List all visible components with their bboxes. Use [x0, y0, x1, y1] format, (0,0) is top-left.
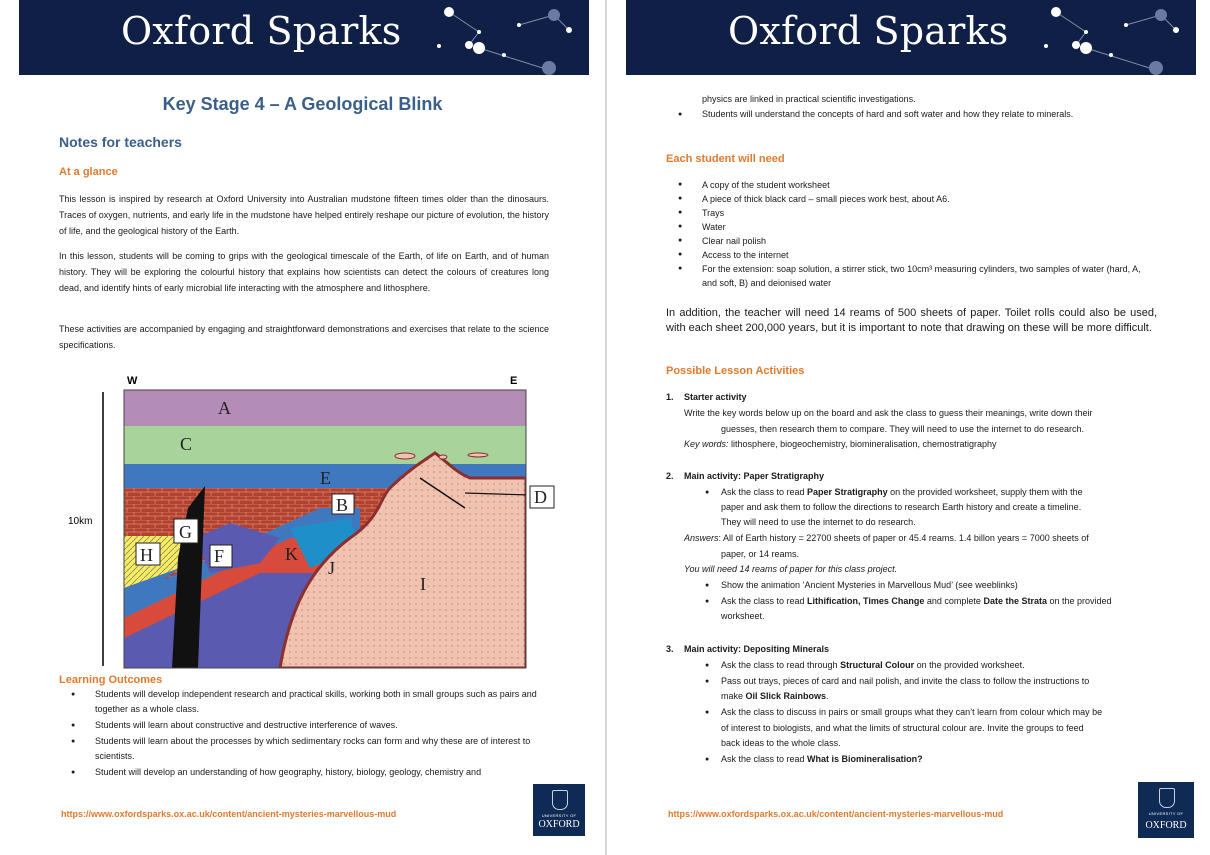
list-item: ● Students will understand the concepts of hard and soft water and how they relate to minerals.	[666, 107, 1166, 122]
west-label: W	[127, 375, 138, 387]
outcomes-heading: Learning Outcomes	[59, 674, 163, 686]
stratum-label-j: J	[328, 558, 336, 578]
paragraph-activities: These activities are accompanied by engaging and straightforward demonstrations and exercises that relate to the science specifications.	[59, 324, 549, 350]
list-item: ● Students will learn about constructive and destructive interference of waves.	[59, 718, 549, 733]
stratum-label-h: H	[140, 545, 153, 565]
list-item: ● Students will learn about the processes by which sedimentary rocks can form and why these are of interest to scientists.	[59, 734, 549, 764]
stratum-label-f: F	[214, 546, 225, 566]
list-item: ● Clear nail polish	[666, 234, 1157, 248]
header-banner	[626, 0, 1196, 75]
list-item: ● Access to the internet	[666, 248, 1157, 262]
constellation-graphic	[1026, 0, 1196, 75]
stratum-label-d: D	[534, 487, 547, 507]
footer-link[interactable]: https://www.oxfordsparks.ox.ac.uk/content/ancient-mysteries-marvellous-mud	[61, 809, 397, 819]
stratum-label-g: G	[179, 522, 192, 542]
list-item: ● Trays	[666, 206, 1157, 220]
activity-title: Starter activity	[684, 392, 747, 402]
list-item: ● A copy of the student worksheet	[666, 178, 1157, 192]
list-item: ● Water	[666, 220, 1157, 234]
paragraph-lesson: In this lesson, students will be coming to grips with the geological timescale of the Earth, of life on Earth, and of human history. They will be exploring the colourful history that explains how scientists can detect the colours of creatures long dead, and identify hints of early microbial life interacting with the atmosphere and lithosphere.	[59, 251, 549, 293]
crest-icon	[552, 790, 568, 810]
need-heading: Each student will need	[666, 153, 785, 165]
continued-line: physics are linked in practical scientific investigations.	[702, 94, 916, 104]
stratum-label-i: I	[420, 574, 426, 594]
east-label: E	[510, 375, 518, 387]
paragraph-intro: This lesson is inspired by research at Oxford University into Australian mudstone fifteen times older than the dinosaurs. Traces of oxygen, nutrients, and early life in the mudstone have helped entirely reshape our picture of evolution, the history of life, and the geological history of the Earth.	[59, 194, 549, 236]
list-item: ● A piece of thick black card – small pieces work best, about A6.	[666, 192, 1157, 206]
list-item: ● Student will develop an understanding of how geography, history, biology, geology, chemistry and	[59, 765, 549, 780]
notes-heading: Notes for teachers	[59, 134, 182, 150]
crest-icon	[1159, 788, 1175, 808]
continued-list	[666, 107, 1166, 122]
list-item: ● Students will develop independent research and practical skills, working both in small groups such as pairs and together as a whole class.	[59, 687, 549, 717]
depth-label: 10km	[68, 516, 93, 527]
glance-heading: At a glance	[59, 166, 118, 178]
activity-2: 2. Main activity: Paper Stratigraphy ● Ask the class to read Paper Stratigraphy on the provided worksheet, supply them with the paper and ask them to follow the directions to research Earth history and create a timeline. They will need to use the internet to do research. Answers: All of Earth history = 22700 sheets of paper or 45.4 reams. 1.4 billon years = 7000 sheets of paper, or 14 reams. You will need 14 reams of paper for this class project. ● Show the animation ‘Ancient Mysteries in Marvellous Mud’ (see weeblinks) ● Ask the class to read Lithification, Times Change and complete Date the Strata on the provided worksheet.	[666, 469, 1161, 629]
activity-3: 3. Main activity: Depositing Minerals ● Ask the class to read through Structural Colour on the provided worksheet. ● Pass out trays, pieces of card and nail polish, and invite the class to follow the instructions to make Oil Slick Rainbows. ● Ask the class to discuss in pairs or small groups what they can’t learn from colour which may be of interest to biologists, and what the limits of structural colour are. Invite the groups to feed back ideas to the whole class. ● Ask the class to read What is Biomineralisation?	[666, 642, 1161, 772]
page-right	[607, 0, 1210, 855]
needs-list	[666, 178, 1157, 290]
footer-link[interactable]: https://www.oxfordsparks.ox.ac.uk/content/ancient-mysteries-marvellous-mud	[668, 809, 1004, 819]
activity-title: Main activity: Depositing Minerals	[684, 644, 830, 654]
banner-title: Oxford Sparks	[728, 9, 1009, 53]
activity-1: 1. Starter activity Write the key words below up on the board and ask the class to guess their meanings, write down their guesses, then research them to compare. They will need to use the internet to do research. Key words: lithosphere, biogeochemistry, biomineralisation, chemostratigraphy	[666, 392, 1093, 449]
teacher-needs-paragraph: In addition, the teacher will need 14 reams of 500 sheets of paper. Toilet rolls could also be used, with each sheet 200,000 years, but it is important to note that drawing on these will be more difficult.	[666, 307, 1157, 334]
document-title: Key Stage 4 – A Geological Blink	[162, 94, 443, 114]
oxford-logo: UNIVERSITY OF OXFORD	[1138, 782, 1194, 838]
activities-heading: Possible Lesson Activities	[666, 365, 805, 377]
constellation-graphic	[419, 0, 589, 75]
stratum-label-a: A	[218, 398, 231, 418]
geology-cross-section	[60, 368, 547, 668]
stratum-label-e: E	[320, 468, 331, 488]
banner-title: Oxford Sparks	[121, 9, 402, 53]
stratum-label-k: K	[285, 544, 298, 564]
stratum-label-c: C	[180, 434, 193, 454]
stratum-label-b: B	[336, 495, 349, 515]
outcomes-list	[59, 687, 549, 780]
activity-title: Main activity: Paper Stratigraphy	[684, 471, 825, 481]
list-item: ● For the extension: soap solution, a stirrer stick, two 10cm³ measuring cylinders, two samples of water (hard, A, and soft, B) and deionised water	[666, 262, 1157, 290]
oxford-logo: UNIVERSITY OF OXFORD	[533, 784, 585, 836]
header-banner	[19, 0, 589, 75]
